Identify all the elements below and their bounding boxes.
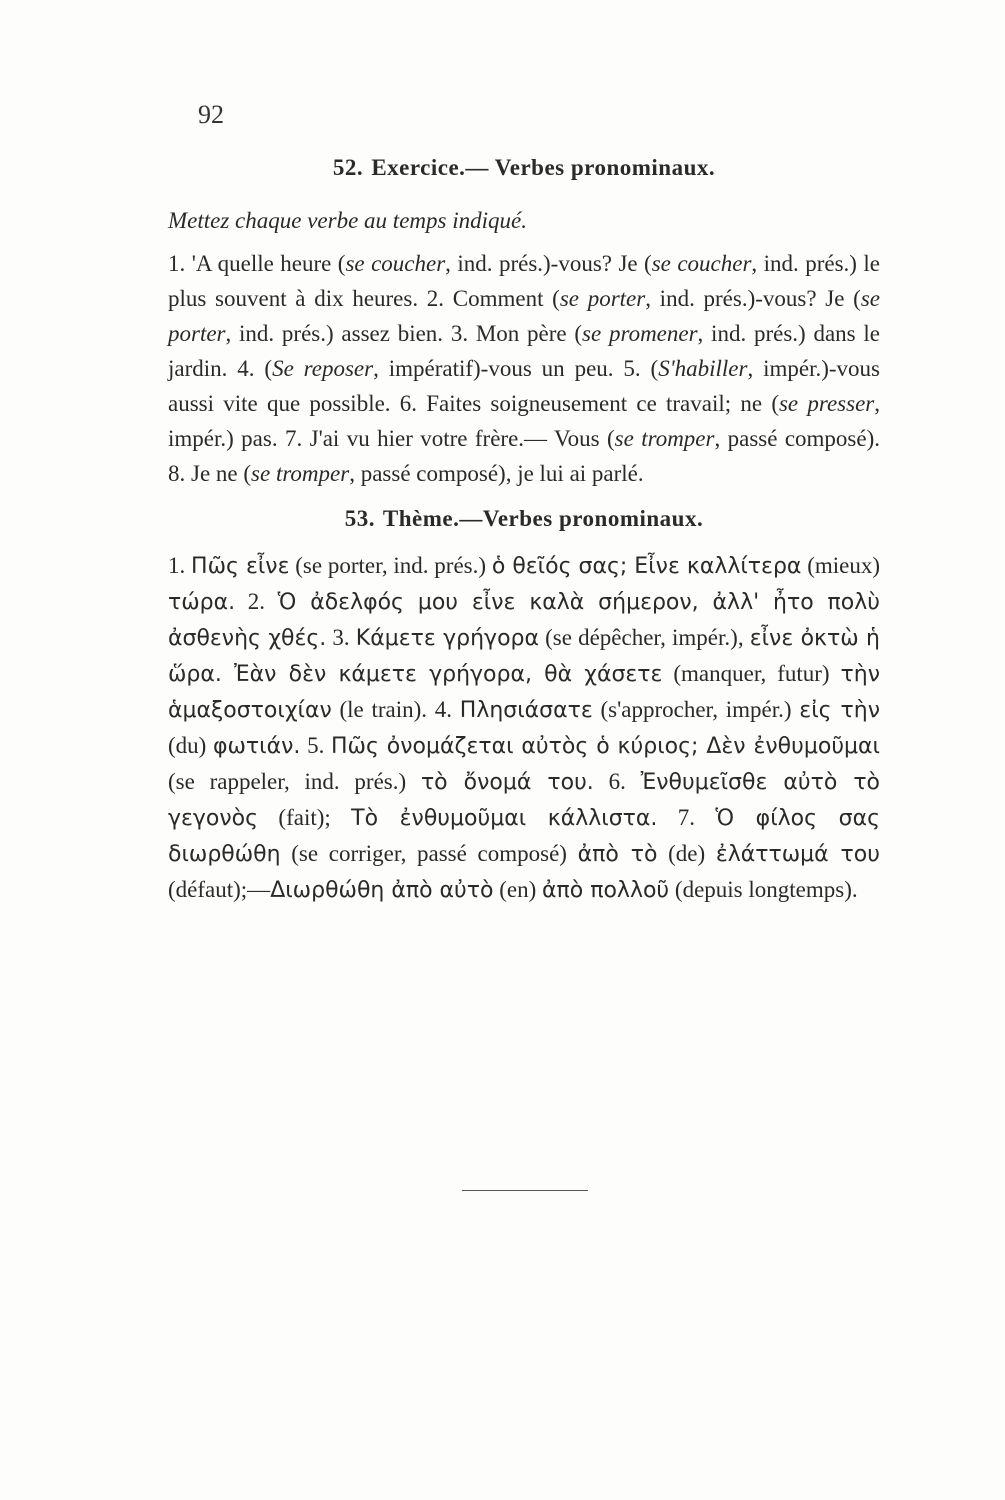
text-segment: se promener: [582, 321, 698, 346]
text-segment: Ὁ φίλος σας διωρθώθη: [168, 806, 880, 867]
text-segment: Se reposer: [272, 356, 374, 381]
text-segment: , ind. prés.) dans le jardin. 4. (: [168, 321, 880, 381]
text-segment: Διωρθώθη ἀπὸ αὐτὸ: [270, 878, 494, 903]
text-segment: se coucher: [651, 251, 752, 276]
text-segment: (se porter, ind. prés.): [289, 553, 492, 578]
text-segment: se tromper: [614, 426, 715, 451]
text-segment: εἶνε ὀκτὼ ἡ ὥρα. Ἐὰν δὲν κάμετε γρήγορα, θὰ χάσετε: [168, 626, 880, 687]
text-segment: 5.: [300, 733, 331, 758]
page-content: [168, 150, 880, 908]
text-segment: (du): [168, 733, 213, 758]
text-segment: , passé composé). 8. Je ne (: [168, 426, 880, 486]
section-53-title: Thème.—Verbes pronominaux.: [382, 506, 704, 531]
text-segment: se tromper: [251, 461, 350, 486]
text-segment: Πῶς εἶνε: [191, 554, 290, 579]
text-segment: , impératif)-vous un peu. 5. (: [373, 356, 659, 381]
text-segment: (se rappeler, ind. prés.): [168, 769, 421, 794]
text-segment: τώρα.: [168, 590, 236, 615]
text-segment: φωτιάν.: [212, 734, 301, 759]
page-number: 92: [198, 100, 224, 129]
text-segment: ἀπὸ τὸ: [577, 842, 658, 867]
section-52-instruction: Mettez chaque verbe au temps indiqué.: [168, 208, 527, 233]
text-segment: , ind. prés.) le plus souvent à dix heures. 2. Comment (: [168, 251, 880, 311]
text-segment: (s'approcher, impér.): [592, 697, 800, 722]
text-segment: se porter: [559, 286, 646, 311]
text-segment: 3.: [326, 625, 356, 650]
text-segment: ἀπὸ πολλοῦ: [542, 878, 670, 903]
text-segment: 7.: [657, 805, 716, 830]
text-segment: 1. 'A quelle heure (: [168, 251, 346, 276]
text-segment: , ind. prés.)-vous? Je (: [645, 286, 861, 311]
text-segment: (défaut);—: [168, 877, 271, 902]
text-segment: , ind. prés.) assez bien. 3. Mon père (: [225, 321, 583, 346]
text-segment: τὴν ἁμαξοστοιχίαν: [168, 662, 880, 723]
text-segment: , ind. prés.)-vous? Je (: [445, 251, 652, 276]
text-segment: ἐλάττωμά του: [715, 842, 880, 867]
text-segment: se porter: [168, 286, 880, 346]
text-segment: (depuis longtemps).: [669, 877, 858, 902]
section-52-title: Exercice.— Verbes pronominaux.: [371, 155, 716, 180]
text-segment: Πλησιάσατε: [459, 698, 593, 723]
text-segment: (en): [493, 877, 543, 902]
section-53-exercise-text: [168, 548, 880, 908]
section-52-heading: [168, 150, 880, 185]
section-53-heading: [168, 501, 880, 536]
text-segment: 2.: [235, 589, 278, 614]
text-segment: , impér.) pas. 7. J'ai vu hier votre frère.— Vous (: [168, 391, 880, 451]
text-segment: , passé composé), je lui ai parlé.: [349, 461, 644, 486]
section-53-number: 53.: [344, 506, 376, 531]
text-segment: (le train). 4.: [331, 697, 460, 722]
text-segment: (se dépêcher, impér.),: [539, 625, 750, 650]
text-segment: ὁ θεῖός σας; Εἶνε καλλίτερα: [491, 554, 802, 579]
footer-divider: [462, 1190, 588, 1191]
text-segment: Κάμετε γρήγορα: [355, 626, 539, 651]
text-segment: Ὁ ἀδελφός μου εἶνε καλὰ σήμερον, ἀλλ' ἦτο πολὺ ἀσθενὴς χθές.: [168, 590, 881, 651]
section-52-number: 52.: [332, 155, 364, 180]
text-segment: (se corriger, passé composé): [280, 841, 578, 866]
text-segment: (manquer, futur): [662, 661, 841, 686]
text-segment: Πῶς ὀνομάζεται αὐτὸς ὁ κύριος; Δὲν ἐνθυμοῦμαι: [330, 734, 880, 759]
text-segment: εἰς τὴν: [799, 698, 880, 723]
text-segment: (de): [657, 841, 716, 866]
text-segment: τὸ ὄνομά του.: [420, 770, 594, 795]
text-segment: (mieux): [801, 553, 881, 578]
text-segment: Τὸ ἐνθυμοῦμαι κάλλιστα.: [351, 806, 658, 831]
text-segment: (fait);: [258, 805, 352, 830]
text-segment: Ἐνθυμεῖσθε αὐτὸ τὸ γεγονὸς: [168, 770, 881, 831]
text-segment: S'habiller: [658, 356, 748, 381]
text-segment: se coucher: [345, 251, 446, 276]
text-segment: se presser: [778, 391, 875, 416]
text-segment: , impér.)-vous aussi vite que possible. 6. Faites soigneusement ce travail; ne (: [168, 356, 881, 416]
text-segment: 6.: [593, 769, 641, 794]
text-segment: 1.: [168, 553, 192, 578]
section-52-exercise-text: [168, 246, 880, 491]
